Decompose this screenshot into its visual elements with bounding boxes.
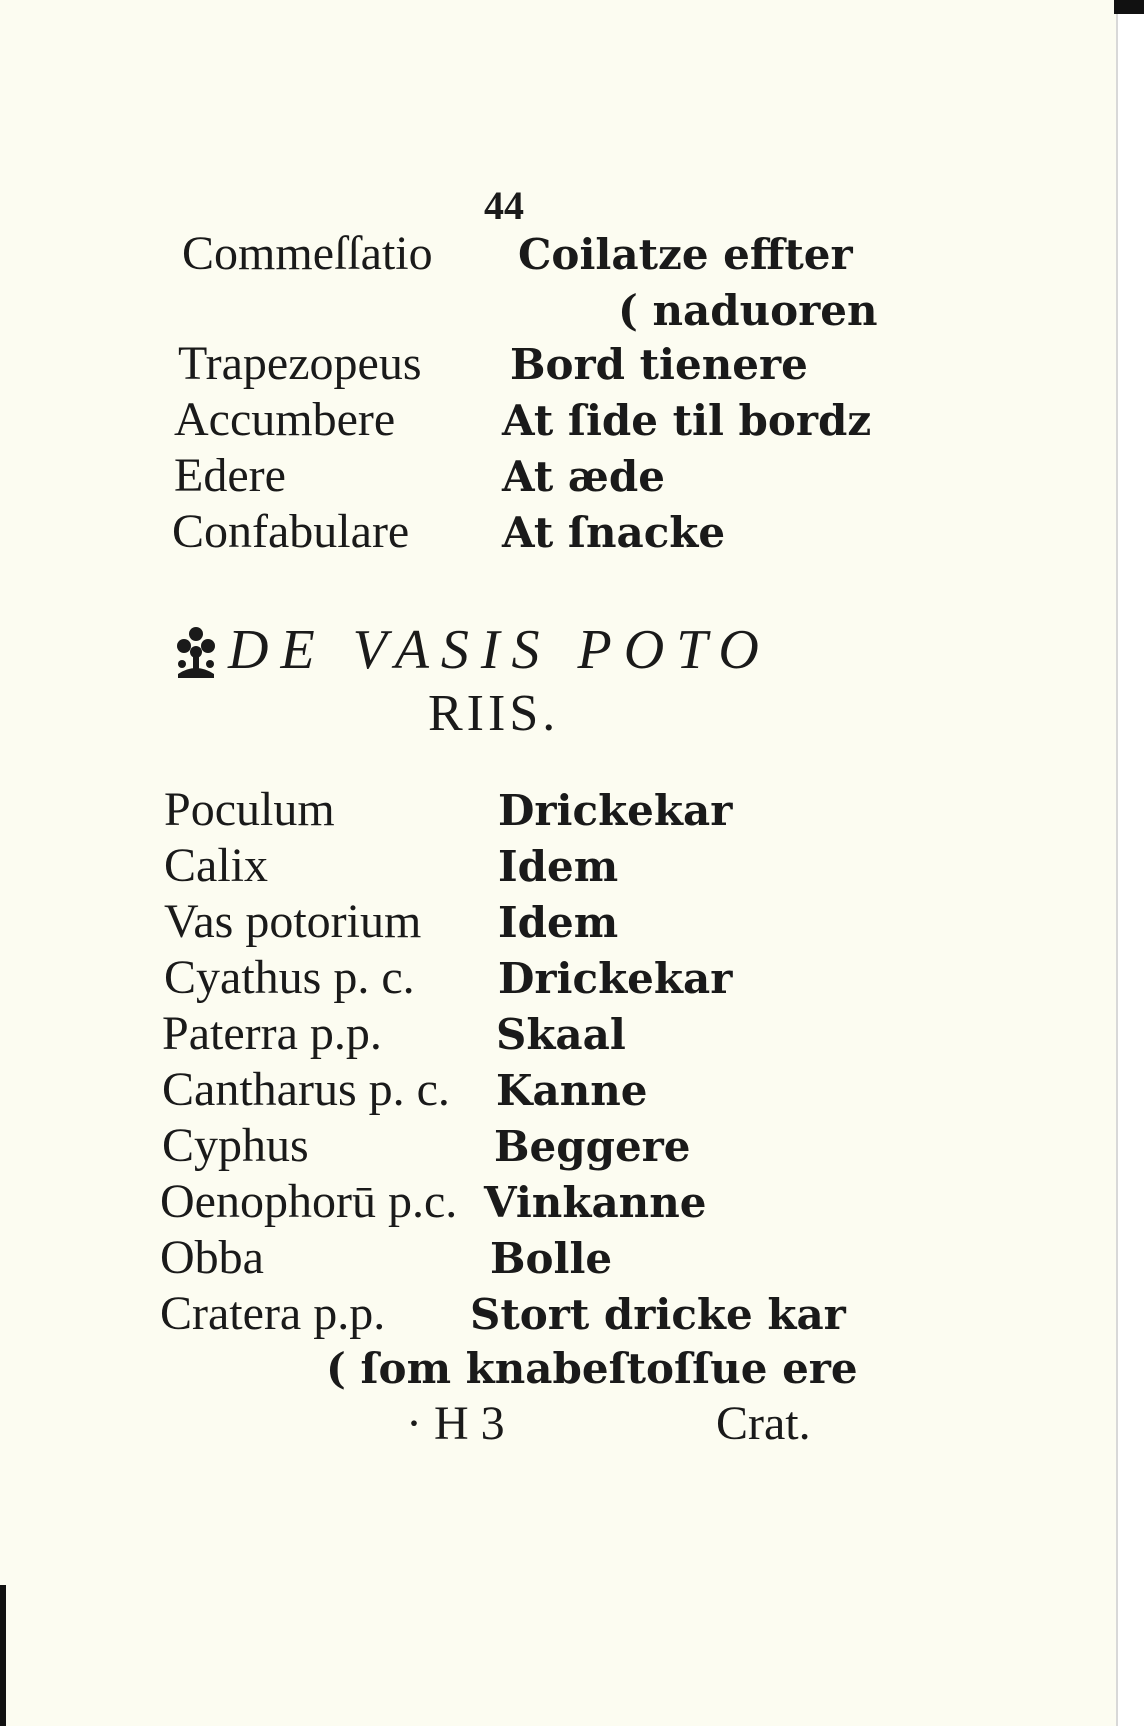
latin-term: Paterra p.p. <box>162 1007 382 1060</box>
latin-term: Edere <box>174 449 286 502</box>
latin-term: Cyphus <box>162 1119 309 1172</box>
vernacular-continuation: ( ſom knabeſtoſſue ere <box>326 1344 858 1393</box>
vernacular-term: At ſnacke <box>502 508 726 557</box>
latin-term: Cantharus p. c. <box>162 1063 450 1116</box>
latin-term: Vas potorium <box>164 895 422 948</box>
vernacular-term: Beggere <box>494 1122 691 1171</box>
vernacular-term: At æde <box>502 452 665 501</box>
latin-term: Poculum <box>164 783 335 836</box>
vernacular-term: Idem <box>498 898 619 947</box>
vernacular-term: Vinkanne <box>484 1178 707 1227</box>
vernacular-term: Drickekar <box>498 954 733 1003</box>
scan-edge-right <box>1116 0 1118 1726</box>
latin-term: Calix <box>164 839 268 892</box>
scan-edge-mark <box>1114 0 1144 14</box>
vernacular-term: At ſide til bordz <box>502 396 872 445</box>
vernacular-continuation: ( naduoren <box>618 286 878 335</box>
vernacular-term: Drickekar <box>498 786 733 835</box>
vernacular-term: Coilatze effter <box>518 230 853 279</box>
vernacular-term: Skaal <box>496 1010 626 1059</box>
latin-term: Oenophorū p.c. <box>160 1175 458 1228</box>
signature-mark: · H 3 <box>406 1397 505 1450</box>
vernacular-term: Bord tienere <box>510 340 808 389</box>
latin-term: Accumbere <box>174 393 396 446</box>
vernacular-term: Idem <box>498 842 619 891</box>
section-heading-line1: DE VASIS POTO <box>228 619 771 681</box>
page-number: 44 <box>484 183 524 228</box>
latin-term: Obba <box>160 1231 264 1284</box>
latin-term: Commeſſatio <box>182 227 433 280</box>
catchword: Crat. <box>716 1397 811 1450</box>
latin-term: Trapezopeus <box>178 337 422 390</box>
vernacular-term: Kanne <box>496 1066 648 1115</box>
scan-edge-left <box>0 1585 6 1726</box>
latin-term: Cyathus p. c. <box>164 951 415 1004</box>
latin-term: Confabulare <box>172 505 410 558</box>
section-heading-line2: RIIS. <box>428 685 560 742</box>
vernacular-term: Stort dricke kar <box>470 1290 846 1339</box>
latin-term: Cratera p.p. <box>160 1287 386 1340</box>
fleuron-ornament-icon <box>172 624 220 680</box>
vernacular-term: Bolle <box>490 1234 613 1283</box>
